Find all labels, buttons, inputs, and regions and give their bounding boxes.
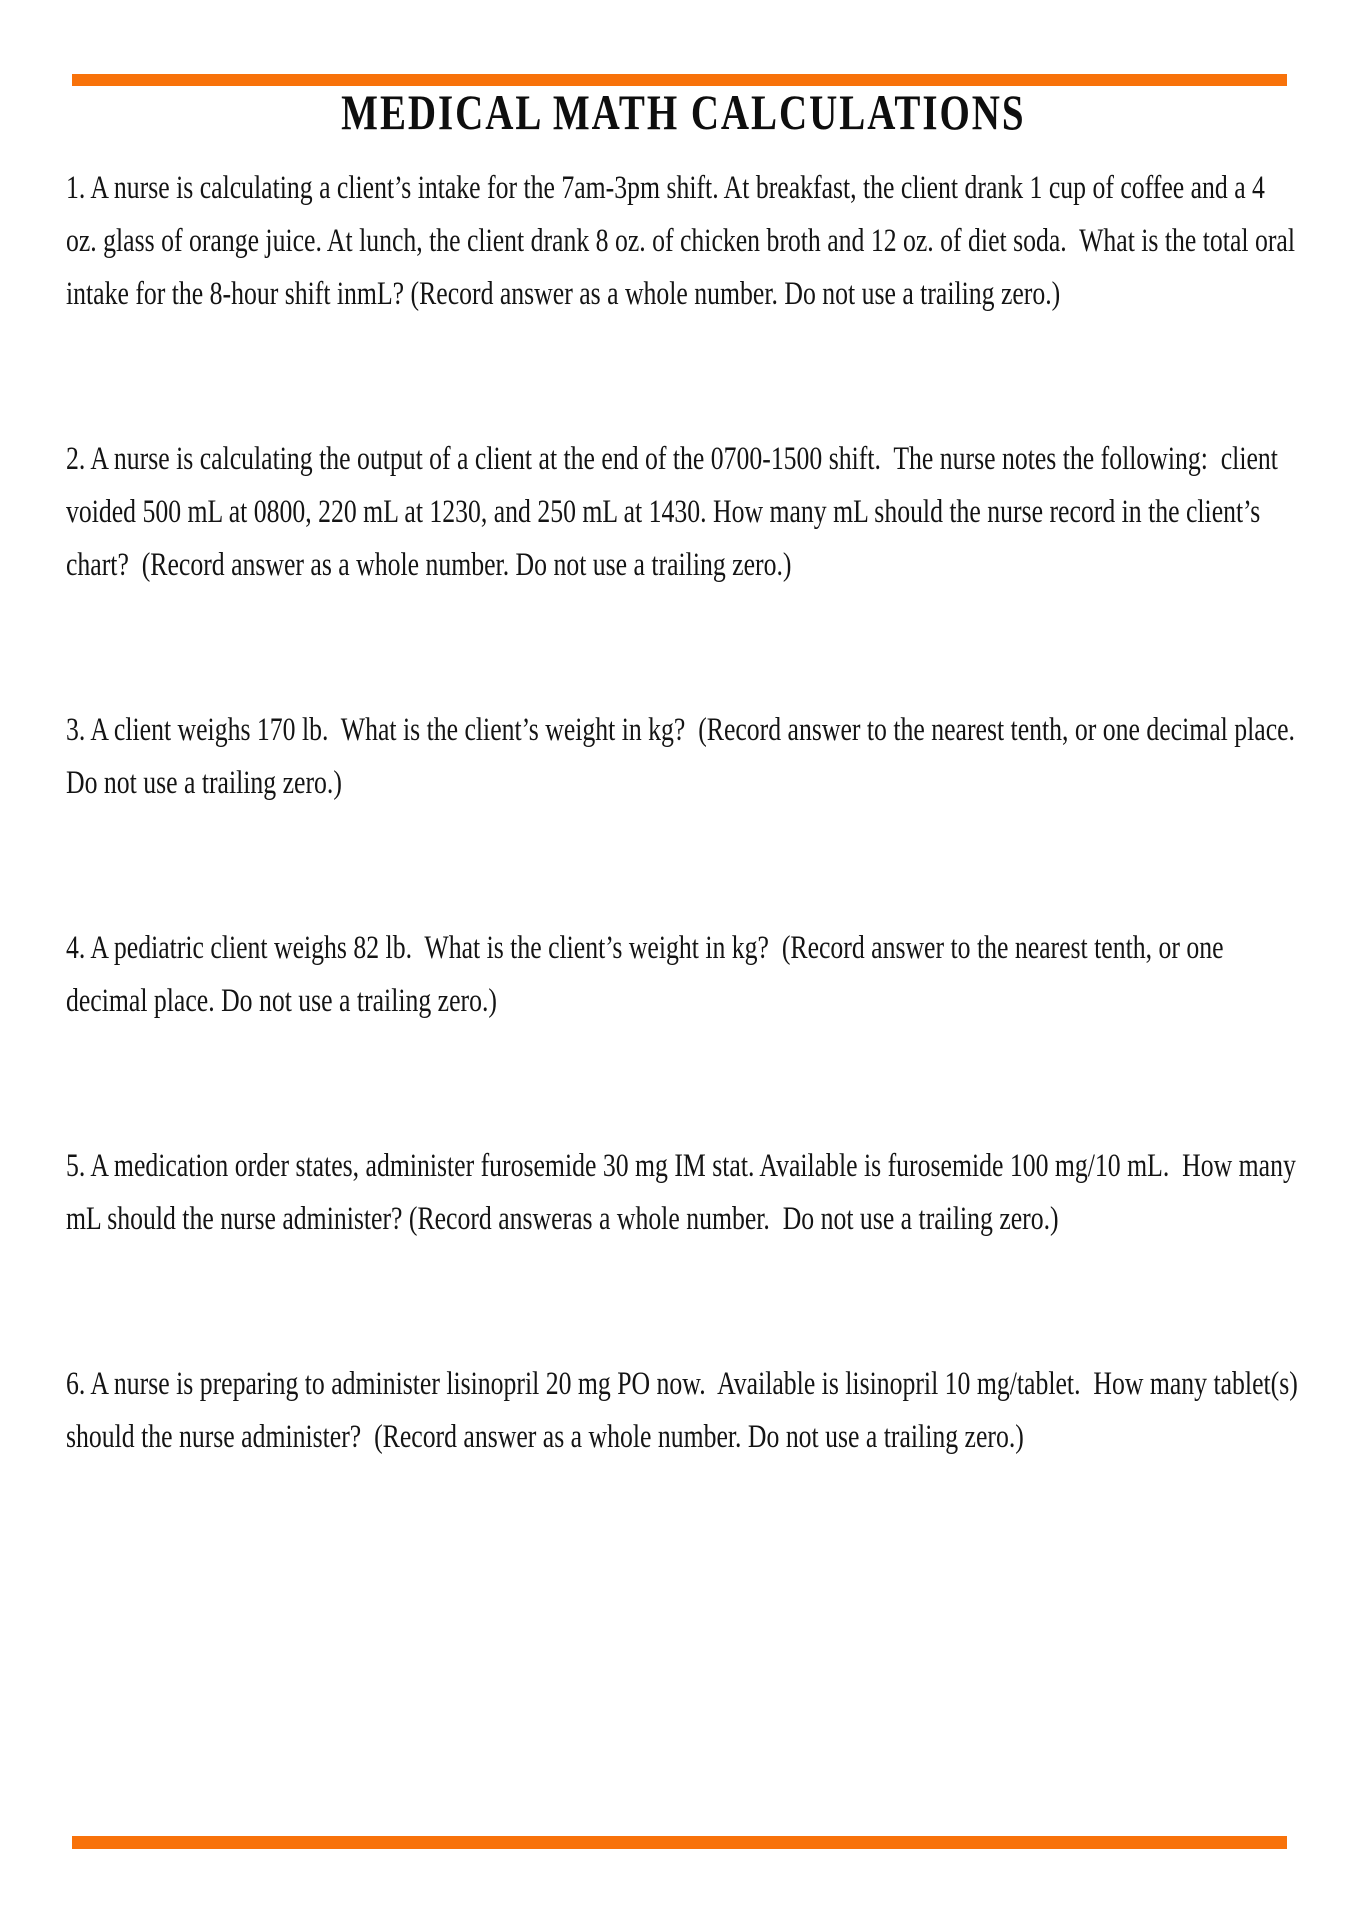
question-item [66, 1358, 1305, 1464]
page-content [66, 0, 1305, 1576]
question-item [66, 922, 1301, 1028]
page-title: MEDICAL MATH CALCULATIONS [341, 84, 1026, 140]
question-item [66, 704, 1301, 810]
question-list [66, 162, 1305, 1464]
question-text: A pediatric client weighs 82 lb. What is the client’s weight in kg? (Record answer to the nearest tenth, or one decimal place. Do not use a trailing zero.) [66, 930, 1230, 1019]
question-item [66, 1140, 1301, 1246]
bottom-accent-bar [72, 1836, 1287, 1849]
question-text: A client weighs 170 lb. What is the client’s weight in kg? (Record answer to the nearest tenth, or one decimal place. Do not use a trailing zero.) [66, 712, 1302, 801]
question-text: A nurse is calculating a client’s intake for the 7am-3pm shift. At breakfast, the client drank 1 cup of coffee and a 4 oz. glass of orange juice. At lunch, the client drank 8 oz. of chicken broth and 12 oz. of diet soda. What is the total oral intake for the 8-hour shift inmL? (Record answer as a whole number. Do not use a trailing zero.) [66, 170, 1302, 312]
question-text: A medication order states, administer furosemide 30 mg IM stat. Available is furosemide 100 mg/10 mL. How many mL should the nurse administer? (Record answeras a whole number. Do not use a trailing zero.) [66, 1148, 1303, 1237]
question-number: 6. [66, 1366, 91, 1402]
question-item [66, 162, 1301, 321]
question-number: 2. [66, 441, 91, 477]
question-number: 3. [66, 712, 91, 748]
question-text: A nurse is preparing to administer lisinopril 20 mg PO now. Available is lisinopril 10 mg/tablet. How many tablet(s) should the nurse administer? (Record answer as a whole number. Do not use a trailing zero.) [66, 1366, 1305, 1455]
question-number: 4. [66, 930, 91, 966]
question-number: 5. [66, 1148, 91, 1184]
question-text: A nurse is calculating the output of a client at the end of the 0700-1500 shift. The nurse notes the following: client voided 500 mL at 0800, 220 mL at 1230, and 250 mL at 1430. How many mL should the nurse record in the client’s chart? (Record answer as a whole number. Do not use a trailing zero.) [66, 441, 1285, 583]
question-item [66, 433, 1301, 592]
question-number: 1. [66, 170, 91, 206]
